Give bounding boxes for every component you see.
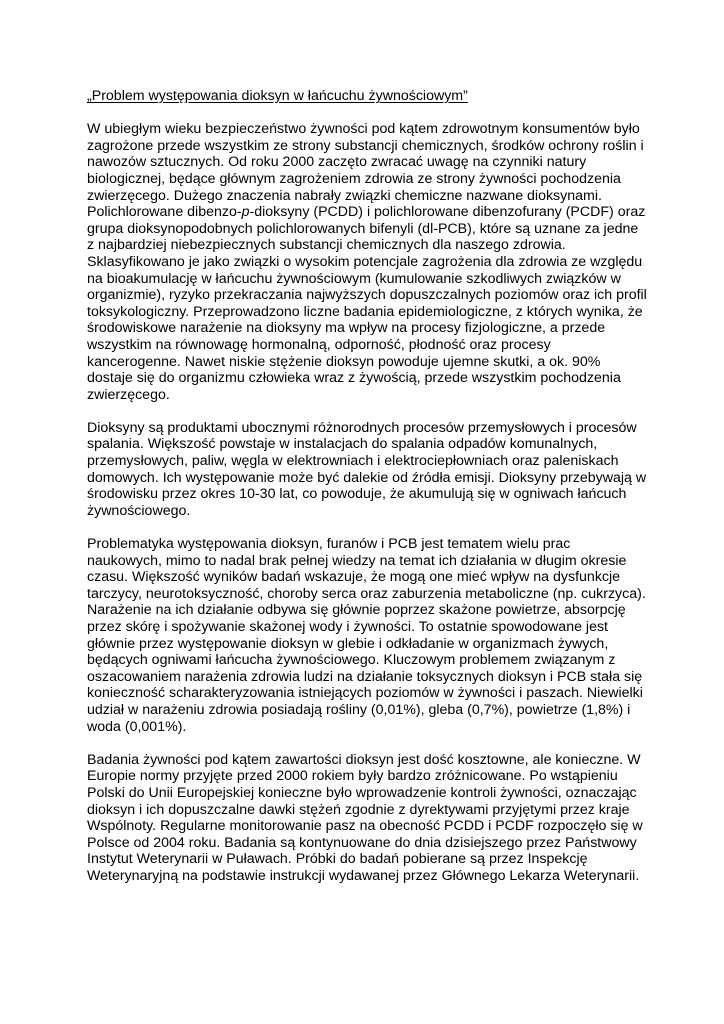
document-title: „Problem występowania dioksyn w łańcuchu żywnościowym”: [87, 88, 468, 104]
paragraph-1: [87, 121, 647, 403]
paragraph-1-text-a: W ubiegłym wieku bezpieczeństwo żywności pod kątem zdrowotnym konsumentów było zagrożone przede wszystkim ze strony substancji chemicznych, środków ochrony roślin i nawozów sztucznych. Od roku 2000 zaczęto zwracać uwagę na czynniki natury biologicznej, będące głównym zagrożeniem zdrowia ze strony żywności pochodzenia zwierzęcego. Dużego znaczenia nabrały związki chemiczne nazwane dioksynami. Polichlorowane dibenzo-: [87, 121, 644, 221]
paragraph-4: Badania żywności pod kątem zawartości dioksyn jest dość kosztowne, ale konieczne. W Europie normy przyjęte przed 2000 rokiem były bardzo zróżnicowane. Po wstąpieniu Polski do Unii Europejskiej konieczne było wprowadzenie kontroli żywności, oznaczając dioksyn i ich dopuszczalne dawki stężeń zgodnie z dyrektywami przyjętymi przez kraje Wspólnoty. Regularne monitorowanie pasz na obecność PCDD i PCDF rozpoczęło się w Polsce od 2004 roku. Badania są kontynuowane do dnia dzisiejszego przez Państwowy Instytut Weterynarii w Puławach. Próbki do badań pobierane są przez Inspekcję Weterynaryjną na podstawie instrukcji wydawanej przez Głównego Lekarza Weterynarii.: [87, 751, 643, 884]
document-page: [87, 88, 647, 885]
paragraph-1-italic-p: p: [241, 204, 250, 221]
paragraph-1-text-b: -dioksyny (PCDD) i polichlorowane dibenzofurany (PCDF) oraz grupa dioksynopodobnych polichlorowanych bifenyli (dl-PCB), które są uznane za jedne z najbardziej niebezpiecznych substancji chemicznych dla naszego zdrowia. Sklasyfikowano je jako związki o wysokim potencjale zagrożenia dla zdrowia ze względu na bioakumulację w łańcuchu żywnościowym (kumulowanie szkodliwych związków w organizmie), ryzyko przekraczania najwyższych dopuszczalnych poziomów oraz ich profil toksykologiczny. Przeprowadzono liczne badania epidemiologiczne, z których wynika, że środowiskowe narażenie na dioksyny ma wpływ na procesy fizjologiczne, a przede wszystkim na równowagę hormonalną, odporność, płodność oraz procesy kancerogenne. Nawet niskie stężenie dioksyn powoduje ujemne skutki, a ok. 90% dostaje się do organizmu człowieka wraz z żywością, przede wszystkim pochodzenia zwierzęcego.: [87, 204, 647, 403]
paragraph-3: Problematyka występowania dioksyn, furanów i PCB jest tematem wielu prac naukowych, mimo to nadal brak pełnej wiedzy na temat ich działania w długim okresie czasu. Większość wyników badań wskazuje, że mogą one mieć wpływ na dysfunkcje tarczycy, neurotoksyczność, choroby serca oraz zaburzenia metaboliczne (np. cukrzyca). Narażenie na ich działanie odbywa się głównie poprzez skażone powietrze, absorpcję przez skórę i spożywanie skażonej wody i żywności. To ostatnie spowodowane jest głównie przez występowanie dioksyn w glebie i odkładanie w organizmach żywych, będących ogniwami łańcucha żywnościowego. Kluczowym problemem związanym z oszacowaniem narażenia zdrowia ludzi na działanie toksycznych dioksyn i PCB stała się konieczność scharakteryzowania istniejących poziomów w żywności i paszach. Niewielki udział w narażeniu zdrowia posiadają rośliny (0,01%), gleba (0,7%), powietrze (1,8%) i woda (0,001%).: [87, 536, 646, 735]
paragraph-2: Dioksyny są produktami ubocznymi różnorodnych procesów przemysłowych i procesów spalania. Większość powstaje w instalacjach do spalania odpadów komunalnych, przemysłowych, paliw, węgla w elektrowniach i elektrociepłowniach oraz paleniskach domowych. Ich występowanie może być dalekie od źródła emisji. Dioksyny przebywają w środowisku przez okres 10-30 lat, co powoduje, że akumulują się w ogniwach łańcuch żywnościowego.: [87, 419, 647, 519]
